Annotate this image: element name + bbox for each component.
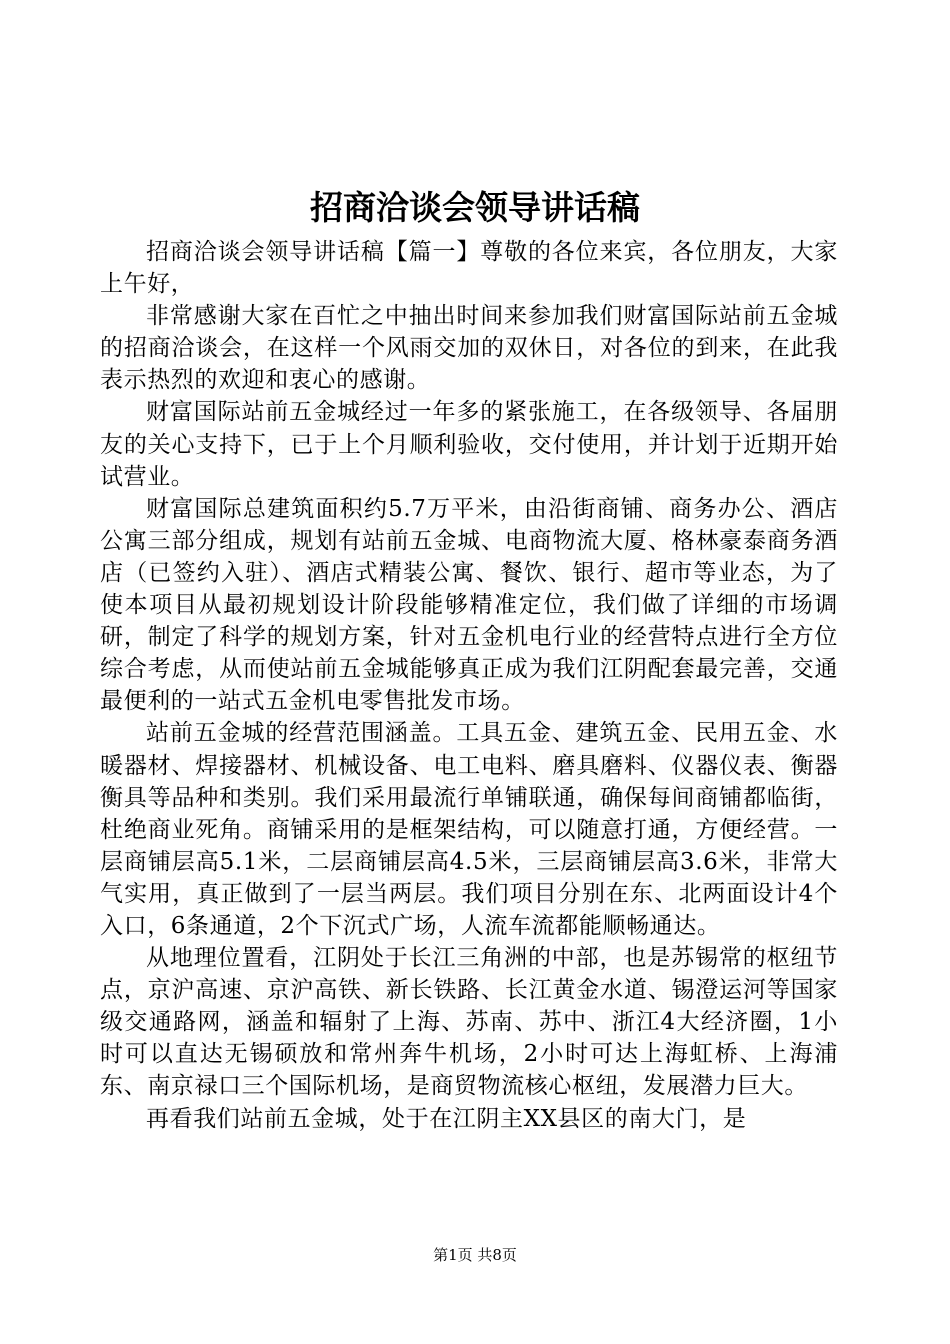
paragraph: 再看我们站前五金城，处于在江阴主XX县区的南大门，是 [146, 1105, 747, 1132]
paragraph: 招商洽谈会领导讲话稿【篇一】尊敬的各位来宾，各位朋友，大家上午好， [100, 239, 838, 298]
paragraph: 非常感谢大家在百忙之中抽出时间来参加我们财富国际站前五金城的招商洽谈会，在这样一个风雨交加的双休日，对各位的到来，在此我表示热烈的欢迎和衷心的感谢。 [100, 303, 838, 394]
document-title: 招商洽谈会领导讲话稿 [310, 188, 640, 227]
paragraph: 从地理位置看，江阴处于长江三角洲的中部，也是苏锡常的枢纽节点，京沪高速、京沪高铁、新长铁路、长江黄金水道、锡澄运河等国家级交通路网，涵盖和辐射了上海、苏南、苏中、浙江4大经济圈，1小时可以直达无锡硕放和常州奔牛机场，2小时可达上海虹桥、上海浦东、南京禄口三个国际机场，是商贸物流核心枢纽，发展潜力巨大。 [100, 945, 838, 1100]
paragraph: 财富国际总建筑面积约5.7万平米，由沿街商铺、商务办公、酒店公寓三部分组成，规划有站前五金城、电商物流大厦、格林豪泰商务酒店（已签约入驻）、酒店式精装公寓、餐饮、银行、超市等业态，为了使本项目从最初规划设计阶段能够精准定位，我们做了详细的市场调研，制定了科学的规划方案，针对五金机电行业的经营特点进行全方位综合考虑，从而使站前五金城能够真正成为我们江阴配套最完善，交通最便利的一站式五金机电零售批发市场。 [100, 495, 838, 715]
document-body [100, 236, 838, 1135]
paragraph: 站前五金城的经营范围涵盖。工具五金、建筑五金、民用五金、水暖器材、焊接器材、机械设备、电工电料、磨具磨料、仪器仪表、衡器衡具等品种和类别。我们采用最流行单铺联通，确保每间商铺都临街，杜绝商业死角。商铺采用的是框架结构，可以随意打通，方便经营。一层商铺层高5.1米，二层商铺层高4.5米，三层商铺层高3.6米，非常大气实用，真正做到了一层当两层。我们项目分别在东、北两面设计4个入口，6条通道，2个下沉式广场，人流车流都能顺畅通达。 [100, 720, 838, 939]
paragraph: 财富国际站前五金城经过一年多的紧张施工，在各级领导、各届朋友的关心支持下，已于上个月顺利验收，交付使用，并计划于近期开始试营业。 [100, 399, 838, 490]
page-footer: 第1页 共8页 [433, 1246, 517, 1264]
